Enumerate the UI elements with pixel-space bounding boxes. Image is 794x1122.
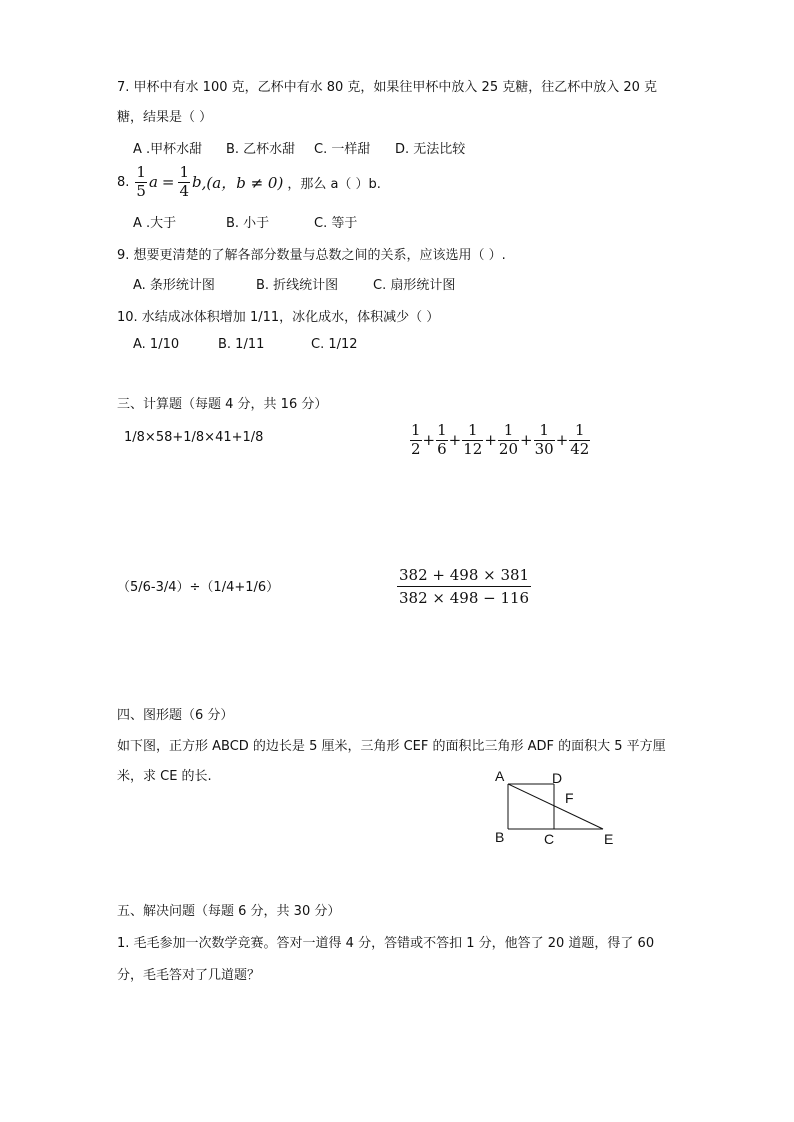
p2-term-6-den: 42	[570, 439, 590, 458]
label-C: C	[544, 831, 555, 847]
p2-term-5-den: 30	[534, 439, 554, 458]
label-F: F	[565, 790, 574, 806]
q10-option-c: C. 1/12	[311, 337, 358, 352]
p2-term-6-num: 1	[575, 421, 585, 440]
q8-tail: ，那么 a（ ）b.	[287, 176, 381, 192]
label-B: B	[495, 829, 505, 845]
section3-title: 三、计算题（每题 4 分，共 16 分）	[117, 397, 328, 412]
section4-line2: 米，求 CE 的长.	[117, 769, 212, 784]
label-D: D	[552, 770, 563, 786]
section5-q1-line1: 1. 毛毛参加一次数学竞赛。答对一道得 4 分，答错或不答扣 1 分，他答了 20 道题，得了 60	[117, 936, 655, 951]
p2-plus-1: +	[422, 431, 436, 449]
p2-term-6	[569, 422, 590, 458]
q9-option-b: B. 折线统计图	[256, 278, 339, 293]
q7-line2: 糖，结果是（ ）	[117, 110, 213, 125]
q8-fraction-1-denominator: 5	[136, 181, 146, 200]
q8-fraction-1-numerator: 1	[136, 163, 146, 182]
p2-term-1-den: 2	[411, 439, 421, 458]
p2-term-1-num: 1	[411, 421, 421, 440]
section5-q1-line2: 分，毛毛答对了几道题？	[117, 968, 261, 983]
segment-AE	[508, 784, 603, 829]
p2-plus-3: +	[484, 431, 497, 449]
label-A: A	[495, 768, 505, 784]
p4-numerator: 382 + 498 × 381	[399, 566, 530, 584]
q8-option-c: C. 等于	[314, 216, 358, 231]
q7-option-d: D. 无法比较	[395, 142, 466, 157]
p2-term-1	[410, 422, 422, 458]
q8-number: 8.	[117, 174, 130, 190]
p2-term-4-num: 1	[503, 421, 514, 440]
section4-title: 四、图形题（6 分）	[117, 708, 234, 723]
section3-problem-2	[410, 418, 590, 462]
p2-plus-2: +	[448, 431, 462, 449]
q8-line	[117, 162, 381, 202]
q8-fraction-2	[178, 164, 190, 200]
q8-condition: ,(a，b ≠ 0)	[201, 173, 284, 192]
q8-equals: =	[161, 173, 175, 191]
q8-fraction-1	[135, 164, 147, 200]
q9-option-a: A. 条形统计图	[133, 278, 215, 293]
q8-option-b: B. 小于	[226, 216, 270, 231]
p2-plus-4: +	[520, 431, 533, 449]
p2-term-4	[498, 422, 519, 458]
q10-option-b: B. 1/11	[218, 337, 265, 352]
geometry-figure	[488, 764, 628, 854]
section3-problem-3: （5/6-3/4）÷（1/4+1/6）	[117, 580, 280, 595]
p4-denominator: 382 × 498 − 116	[397, 586, 531, 607]
p2-term-4-den: 20	[498, 439, 519, 458]
q10-option-a: A. 1/10	[133, 337, 180, 352]
section3-problem-4	[397, 566, 531, 607]
section4-line1: 如下图，正方形 ABCD 的边长是 5 厘米，三角形 CEF 的面积比三角形 ADF 的面积大 5 平方厘	[117, 739, 666, 754]
q10-text: 10. 水结成冰体积增加 1/11，冰化成水，体积减少（ ）	[117, 310, 440, 325]
p2-term-5-num: 1	[539, 421, 549, 440]
q9-text: 9. 想要更清楚的了解各部分数量与总数之间的关系，应该选用（ ）.	[117, 248, 506, 263]
section5-title: 五、解决问题（每题 6 分，共 30 分）	[117, 904, 341, 919]
label-E: E	[604, 831, 614, 847]
p2-term-2-num: 1	[437, 421, 447, 440]
q9-option-c: C. 扇形统计图	[373, 278, 456, 293]
q8-var-b: b	[192, 173, 202, 191]
p2-term-3-num: 1	[468, 421, 478, 440]
q7-option-b: B. 乙杯水甜	[226, 142, 296, 157]
p2-term-5	[534, 422, 555, 458]
p2-term-2	[436, 422, 448, 458]
q8-fraction-2-numerator: 1	[179, 163, 190, 182]
q8-option-a: A .大于	[133, 216, 177, 231]
p2-term-3-den: 12	[463, 439, 483, 458]
q8-var-a: a	[148, 173, 158, 191]
q7-option-c: C. 一样甜	[314, 142, 371, 157]
p2-term-2-den: 6	[437, 439, 447, 458]
q8-fraction-2-denominator: 4	[179, 181, 190, 200]
p2-term-3	[462, 422, 483, 458]
section3-problem-1: 1/8×58+1/8×41+1/8	[124, 430, 264, 445]
q7-option-a: A .甲杯水甜	[133, 142, 203, 157]
p2-plus-5: +	[555, 431, 569, 449]
q7-line1: 7. 甲杯中有水 100 克，乙杯中有水 80 克，如果往甲杯中放入 25 克糖，往乙杯中放入 20 克	[117, 80, 658, 95]
